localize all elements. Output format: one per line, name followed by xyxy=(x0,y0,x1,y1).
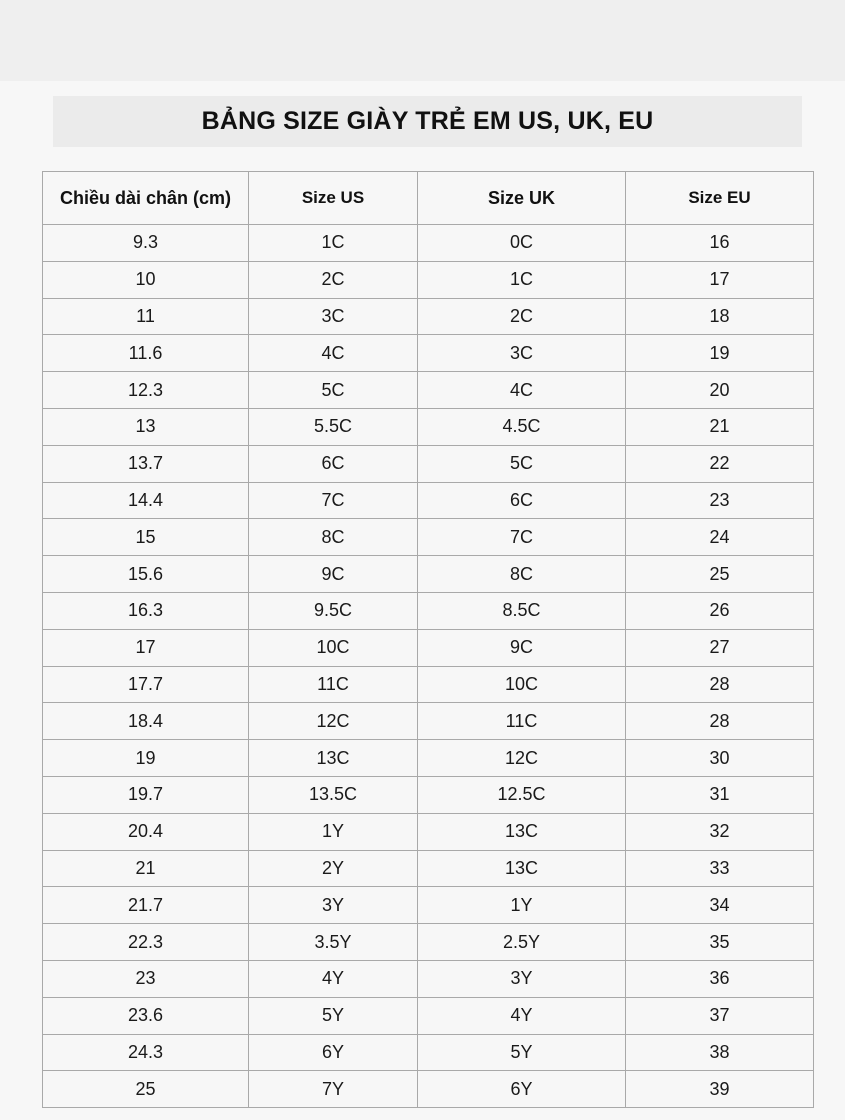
header-row xyxy=(43,172,814,225)
cell-size-uk: 13C xyxy=(418,813,626,850)
cell-foot-length: 15 xyxy=(43,519,249,556)
cell-foot-length: 11 xyxy=(43,298,249,335)
table-row xyxy=(43,813,814,850)
cell-foot-length: 10 xyxy=(43,261,249,298)
cell-size-uk: 8C xyxy=(418,556,626,593)
cell-size-uk: 4Y xyxy=(418,997,626,1034)
table-row xyxy=(43,519,814,556)
table-row xyxy=(43,225,814,262)
table-row xyxy=(43,261,814,298)
cell-size-eu: 27 xyxy=(626,629,814,666)
cell-size-eu: 28 xyxy=(626,703,814,740)
cell-foot-length: 25 xyxy=(43,1071,249,1108)
header-size-eu: Size EU xyxy=(626,172,814,225)
table-row xyxy=(43,997,814,1034)
cell-foot-length: 15.6 xyxy=(43,556,249,593)
table-row xyxy=(43,887,814,924)
cell-size-eu: 26 xyxy=(626,592,814,629)
cell-size-eu: 32 xyxy=(626,813,814,850)
cell-size-eu: 28 xyxy=(626,666,814,703)
cell-foot-length: 11.6 xyxy=(43,335,249,372)
table-row xyxy=(43,445,814,482)
cell-size-uk: 4.5C xyxy=(418,408,626,445)
table-row xyxy=(43,924,814,961)
cell-foot-length: 22.3 xyxy=(43,924,249,961)
cell-size-uk: 6C xyxy=(418,482,626,519)
cell-size-us: 2Y xyxy=(249,850,418,887)
table-row xyxy=(43,960,814,997)
header-foot-length: Chiều dài chân (cm) xyxy=(43,172,249,225)
cell-size-uk: 8.5C xyxy=(418,592,626,629)
cell-size-us: 5Y xyxy=(249,997,418,1034)
cell-size-eu: 35 xyxy=(626,924,814,961)
cell-size-eu: 19 xyxy=(626,335,814,372)
table-row xyxy=(43,740,814,777)
table-row xyxy=(43,1071,814,1108)
cell-size-eu: 17 xyxy=(626,261,814,298)
cell-size-eu: 31 xyxy=(626,776,814,813)
cell-foot-length: 18.4 xyxy=(43,703,249,740)
table-row xyxy=(43,556,814,593)
header-size-us: Size US xyxy=(249,172,418,225)
cell-size-eu: 16 xyxy=(626,225,814,262)
cell-foot-length: 21 xyxy=(43,850,249,887)
cell-size-eu: 36 xyxy=(626,960,814,997)
cell-size-uk: 4C xyxy=(418,372,626,409)
cell-size-uk: 3Y xyxy=(418,960,626,997)
cell-foot-length: 13 xyxy=(43,408,249,445)
cell-foot-length: 13.7 xyxy=(43,445,249,482)
cell-size-eu: 37 xyxy=(626,997,814,1034)
cell-foot-length: 19 xyxy=(43,740,249,777)
cell-size-us: 2C xyxy=(249,261,418,298)
header-size-uk: Size UK xyxy=(418,172,626,225)
table-row xyxy=(43,666,814,703)
cell-size-uk: 11C xyxy=(418,703,626,740)
page-title: BẢNG SIZE GIÀY TRẺ EM US, UK, EU xyxy=(201,107,654,135)
table-row xyxy=(43,1034,814,1071)
cell-foot-length: 23 xyxy=(43,960,249,997)
cell-size-uk: 10C xyxy=(418,666,626,703)
cell-size-us: 13.5C xyxy=(249,776,418,813)
cell-size-uk: 1C xyxy=(418,261,626,298)
cell-size-us: 6Y xyxy=(249,1034,418,1071)
cell-size-uk: 13C xyxy=(418,850,626,887)
cell-foot-length: 9.3 xyxy=(43,225,249,262)
cell-size-us: 3C xyxy=(249,298,418,335)
table-row xyxy=(43,335,814,372)
cell-size-uk: 3C xyxy=(418,335,626,372)
top-band xyxy=(0,0,845,81)
cell-size-uk: 12.5C xyxy=(418,776,626,813)
cell-foot-length: 20.4 xyxy=(43,813,249,850)
cell-size-eu: 21 xyxy=(626,408,814,445)
cell-size-eu: 25 xyxy=(626,556,814,593)
cell-size-uk: 1Y xyxy=(418,887,626,924)
title-banner xyxy=(53,96,802,147)
cell-foot-length: 16.3 xyxy=(43,592,249,629)
cell-size-eu: 23 xyxy=(626,482,814,519)
size-table-header xyxy=(43,172,814,225)
cell-foot-length: 17.7 xyxy=(43,666,249,703)
cell-size-us: 9C xyxy=(249,556,418,593)
cell-size-us: 4Y xyxy=(249,960,418,997)
cell-size-eu: 22 xyxy=(626,445,814,482)
cell-size-uk: 7C xyxy=(418,519,626,556)
size-table xyxy=(42,171,814,1108)
table-row xyxy=(43,372,814,409)
cell-size-eu: 18 xyxy=(626,298,814,335)
cell-foot-length: 21.7 xyxy=(43,887,249,924)
cell-size-eu: 33 xyxy=(626,850,814,887)
cell-size-us: 13C xyxy=(249,740,418,777)
cell-size-us: 5C xyxy=(249,372,418,409)
table-row xyxy=(43,629,814,666)
cell-size-uk: 6Y xyxy=(418,1071,626,1108)
cell-foot-length: 12.3 xyxy=(43,372,249,409)
table-row xyxy=(43,776,814,813)
cell-size-us: 12C xyxy=(249,703,418,740)
cell-size-uk: 12C xyxy=(418,740,626,777)
cell-size-eu: 24 xyxy=(626,519,814,556)
cell-foot-length: 24.3 xyxy=(43,1034,249,1071)
cell-size-us: 1Y xyxy=(249,813,418,850)
table-row xyxy=(43,298,814,335)
cell-size-us: 6C xyxy=(249,445,418,482)
cell-size-eu: 20 xyxy=(626,372,814,409)
cell-size-eu: 38 xyxy=(626,1034,814,1071)
cell-foot-length: 17 xyxy=(43,629,249,666)
size-table-body xyxy=(43,225,814,1108)
cell-size-uk: 0C xyxy=(418,225,626,262)
cell-size-us: 7C xyxy=(249,482,418,519)
cell-size-us: 5.5C xyxy=(249,408,418,445)
table-row xyxy=(43,408,814,445)
cell-size-us: 9.5C xyxy=(249,592,418,629)
cell-size-uk: 5C xyxy=(418,445,626,482)
cell-foot-length: 19.7 xyxy=(43,776,249,813)
cell-foot-length: 14.4 xyxy=(43,482,249,519)
cell-size-us: 4C xyxy=(249,335,418,372)
table-row xyxy=(43,592,814,629)
cell-size-us: 3.5Y xyxy=(249,924,418,961)
cell-size-eu: 39 xyxy=(626,1071,814,1108)
table-row xyxy=(43,850,814,887)
cell-size-us: 7Y xyxy=(249,1071,418,1108)
cell-size-uk: 5Y xyxy=(418,1034,626,1071)
cell-size-us: 8C xyxy=(249,519,418,556)
cell-size-eu: 30 xyxy=(626,740,814,777)
cell-size-uk: 2C xyxy=(418,298,626,335)
cell-size-us: 1C xyxy=(249,225,418,262)
cell-size-us: 3Y xyxy=(249,887,418,924)
cell-size-eu: 34 xyxy=(626,887,814,924)
table-row xyxy=(43,703,814,740)
cell-size-uk: 9C xyxy=(418,629,626,666)
cell-foot-length: 23.6 xyxy=(43,997,249,1034)
cell-size-us: 11C xyxy=(249,666,418,703)
cell-size-us: 10C xyxy=(249,629,418,666)
cell-size-uk: 2.5Y xyxy=(418,924,626,961)
table-row xyxy=(43,482,814,519)
